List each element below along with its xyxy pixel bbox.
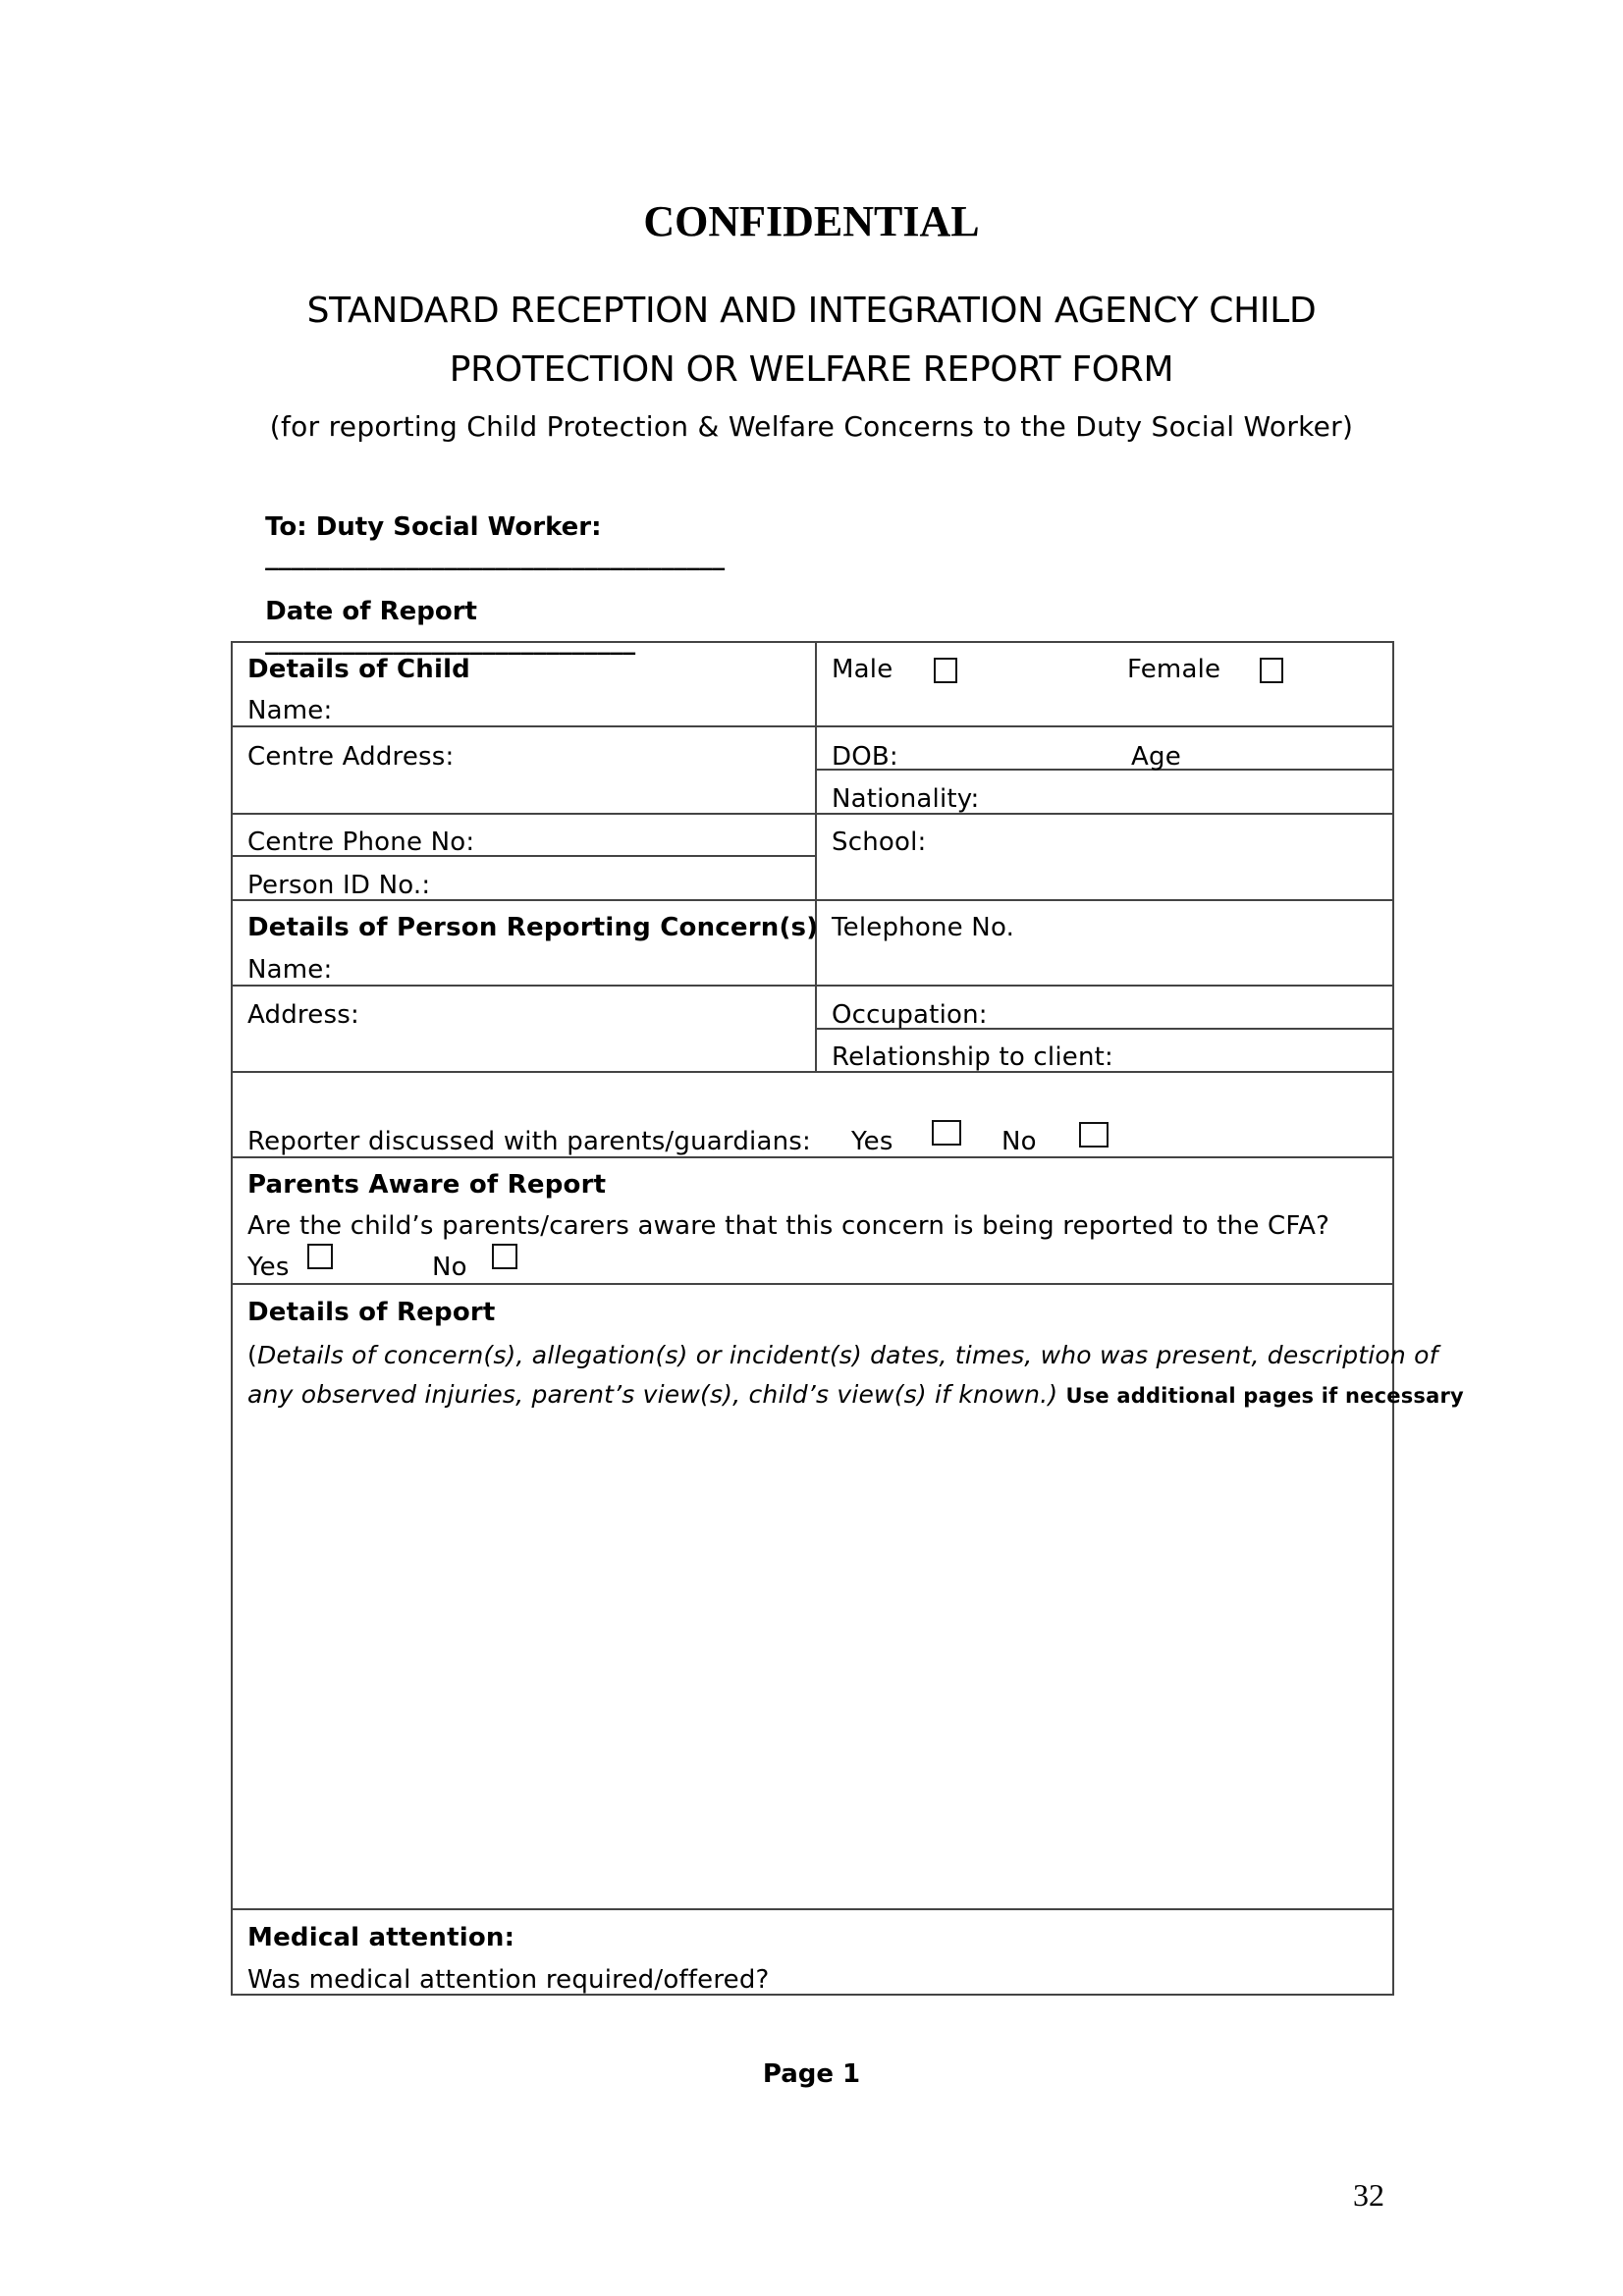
parents-aware-question: Are the child’s parents/carers aware that this concern is being reported to the CFA? [247, 1211, 1330, 1241]
parents-aware-yes-checkbox[interactable] [307, 1244, 333, 1269]
row-divider [231, 1283, 1394, 1285]
reporter-address-field[interactable]: Address: [247, 1000, 359, 1030]
female-checkbox[interactable] [1260, 658, 1283, 683]
instructions-text-2: any observed injuries, parent’s view(s), child’s view(s) if known.) [247, 1380, 1058, 1409]
open-paren: ( [247, 1341, 257, 1369]
additional-pages-note: Use additional pages if necessary [1065, 1384, 1464, 1408]
reporter-discussed-yes-checkbox[interactable] [932, 1120, 961, 1146]
female-label: Female [1127, 655, 1221, 684]
date-of-report-label: Date of Report [265, 597, 477, 626]
report-instructions-line-1 [247, 1341, 1438, 1369]
row-divider [231, 985, 1394, 987]
child-name-field[interactable]: Name: [247, 696, 333, 725]
confidential-heading: CONFIDENTIAL [643, 197, 980, 245]
form-title-line-1: STANDARD RECEPTION AND INTEGRATION AGENCY CHILD [306, 291, 1317, 331]
centre-address-field[interactable]: Centre Address: [247, 742, 455, 772]
reporter-discussed-label: Reporter discussed with parents/guardians: [247, 1127, 811, 1156]
row-divider [231, 1071, 1394, 1073]
parents-aware-no-checkbox[interactable] [492, 1244, 517, 1269]
nationality-field[interactable]: Nationality: [832, 784, 980, 814]
medical-attention-question[interactable]: Was medical attention required/offered? [247, 1965, 770, 1995]
reporter-name-field[interactable]: Name: [247, 955, 333, 985]
parents-aware-heading: Parents Aware of Report [247, 1170, 607, 1200]
row-divider [231, 813, 1394, 815]
parents-aware-no-label: No [432, 1253, 467, 1282]
medical-attention-heading: Medical attention: [247, 1923, 515, 1952]
instructions-text-1: Details of concern(s), allegation(s) or incident(s) dates, times, who was present, description of [256, 1341, 1438, 1369]
report-details-textarea[interactable] [236, 1418, 1389, 1904]
reporter-discussed-no-label: No [1001, 1127, 1037, 1156]
male-checkbox[interactable] [934, 658, 957, 683]
row-divider [231, 725, 1394, 727]
column-divider [815, 641, 817, 1071]
details-of-report-heading: Details of Report [247, 1298, 496, 1327]
details-of-child-heading: Details of Child [247, 655, 470, 684]
page-label: Page 1 [762, 2059, 861, 2089]
age-field[interactable]: Age [1131, 742, 1181, 772]
reporter-telephone-field[interactable]: Telephone No. [832, 913, 1015, 942]
dob-nationality-divider [815, 769, 1394, 771]
parents-aware-yes-label: Yes [247, 1253, 290, 1282]
form-subtitle: (for reporting Child Protection & Welfare Concerns to the Duty Social Worker) [269, 410, 1354, 443]
details-of-reporter-heading: Details of Person Reporting Concern(s) [247, 913, 819, 942]
row-divider [231, 1156, 1394, 1158]
to-duty-social-worker-blank[interactable]: ____________________________________ [265, 542, 726, 571]
dob-field[interactable]: DOB: [832, 742, 898, 772]
reporter-discussed-yes-label: Yes [851, 1127, 893, 1156]
person-id-field[interactable]: Person ID No.: [247, 871, 431, 900]
reporter-discussed-no-checkbox[interactable] [1079, 1122, 1109, 1148]
row-divider [231, 1908, 1394, 1910]
reporter-occupation-field[interactable]: Occupation: [832, 1000, 988, 1030]
to-duty-social-worker-label: To: Duty Social Worker: [265, 512, 602, 542]
folio-number: 32 [1353, 2177, 1384, 2213]
centre-phone-field[interactable]: Centre Phone No: [247, 828, 475, 857]
male-label: Male [832, 655, 893, 684]
to-duty-social-worker-field[interactable] [247, 483, 725, 571]
date-of-report-blank[interactable]: _____________________________ [265, 626, 636, 656]
school-field[interactable]: School: [832, 828, 927, 857]
report-instructions-line-2 [247, 1380, 1464, 1409]
relationship-to-client-field[interactable]: Relationship to client: [832, 1042, 1114, 1072]
form-title-line-2: PROTECTION OR WELFARE REPORT FORM [449, 349, 1174, 390]
